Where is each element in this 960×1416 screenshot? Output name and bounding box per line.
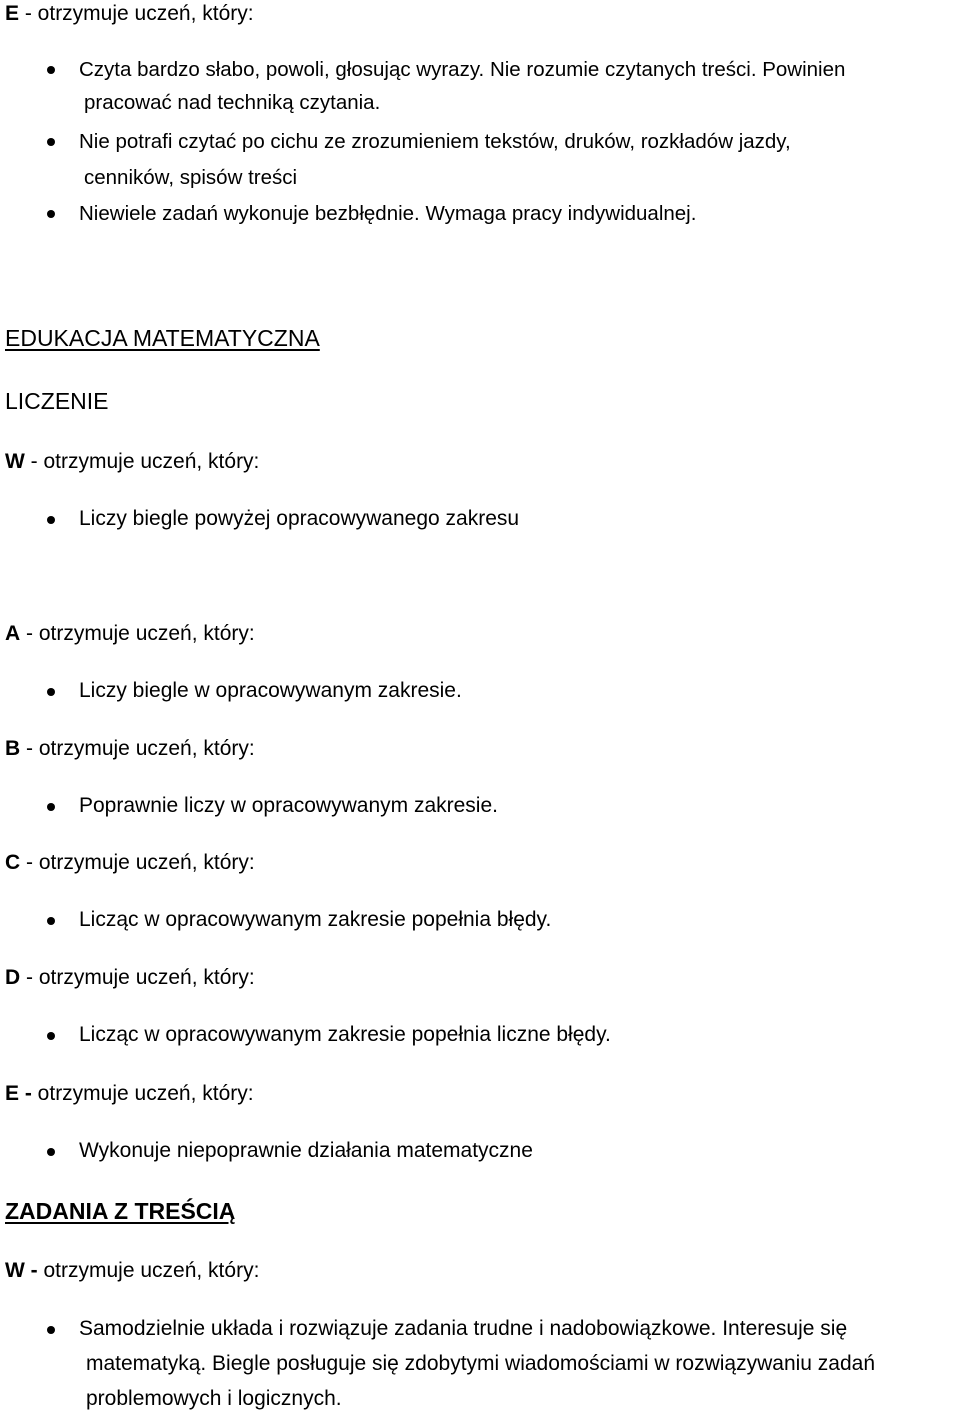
bullet-icon <box>47 516 55 524</box>
subsection-heading: ZADANIA Z TREŚCIĄ <box>5 1198 236 1224</box>
grade-letter: W <box>5 450 25 473</box>
list-item: Poprawnie liczy w opracowywanym zakresie. <box>79 794 498 817</box>
list-item: Licząc w opracowywanym zakresie popełnia błędy. <box>79 908 552 931</box>
grade-description: - otrzymuje uczeń, który: <box>20 966 255 989</box>
grade-a-label <box>5 622 255 646</box>
grade-description: - otrzymuje uczeń, który: <box>20 622 255 645</box>
bullet-icon <box>47 210 55 218</box>
grade-description: - otrzymuje uczeń, który: <box>24 450 260 473</box>
grade-letter: W - <box>5 1259 38 1282</box>
section-heading: EDUKACJA MATEMATYCZNA <box>5 325 320 351</box>
grade-letter: E <box>5 2 20 25</box>
grade-w-label <box>5 1259 259 1283</box>
grade-b-label <box>5 737 255 761</box>
list-item: Wykonuje niepoprawnie działania matematyczne <box>79 1139 533 1162</box>
bullet-icon <box>47 917 55 925</box>
subsection-heading: LICZENIE <box>5 388 109 414</box>
list-item-line: pracować nad techniką czytania. <box>84 91 381 114</box>
list-item: Liczy biegle powyżej opracowywanego zakresu <box>79 507 520 530</box>
grade-e-label <box>5 1082 254 1106</box>
grade-c-label <box>5 851 255 875</box>
list-item-line: problemowych i logicznych. <box>86 1387 342 1410</box>
list-item-line: Niewiele zadań wykonuje bezbłędnie. Wymaga pracy indywidualnej. <box>79 202 697 225</box>
grade-letter: C <box>5 851 21 874</box>
bullet-icon <box>47 803 55 811</box>
grade-letter: D <box>5 966 21 989</box>
grade-letter: A <box>5 622 21 645</box>
grade-description: otrzymuje uczeń, który: <box>31 1082 254 1105</box>
list-item-line: matematyką. Biegle posługuje się zdobytymi wiadomościami w rozwiązywaniu zadań <box>86 1352 876 1375</box>
grade-description: - otrzymuje uczeń, który: <box>19 2 254 25</box>
grade-description: otrzymuje uczeń, który: <box>37 1259 260 1282</box>
grade-e-label <box>5 2 254 26</box>
list-item-line: Samodzielnie układa i rozwiązuje zadania trudne i nadobowiązkowe. Interesuje się <box>79 1317 848 1340</box>
list-item: Licząc w opracowywanym zakresie popełnia liczne błędy. <box>79 1023 611 1046</box>
list-item-line: cenników, spisów treści <box>84 166 298 189</box>
bullet-icon <box>47 66 55 74</box>
grade-d-label <box>5 966 255 990</box>
list-item: Liczy biegle w opracowywanym zakresie. <box>79 679 462 702</box>
grade-letter: B <box>5 737 21 760</box>
bullet-icon <box>47 138 55 146</box>
bullet-icon <box>47 688 55 696</box>
list-item-line: Czyta bardzo słabo, powoli, głosując wyrazy. Nie rozumie czytanych treści. Powinien <box>79 58 846 81</box>
grade-w-label <box>5 450 259 474</box>
grade-description: - otrzymuje uczeń, który: <box>20 737 255 760</box>
bullet-icon <box>47 1148 55 1156</box>
bullet-icon <box>47 1032 55 1040</box>
list-item-line: Nie potrafi czytać po cichu ze zrozumieniem tekstów, druków, rozkładów jazdy, <box>79 130 791 153</box>
grade-description: - otrzymuje uczeń, który: <box>20 851 255 874</box>
bullet-icon <box>47 1326 55 1334</box>
grade-letter: E - <box>5 1082 32 1105</box>
